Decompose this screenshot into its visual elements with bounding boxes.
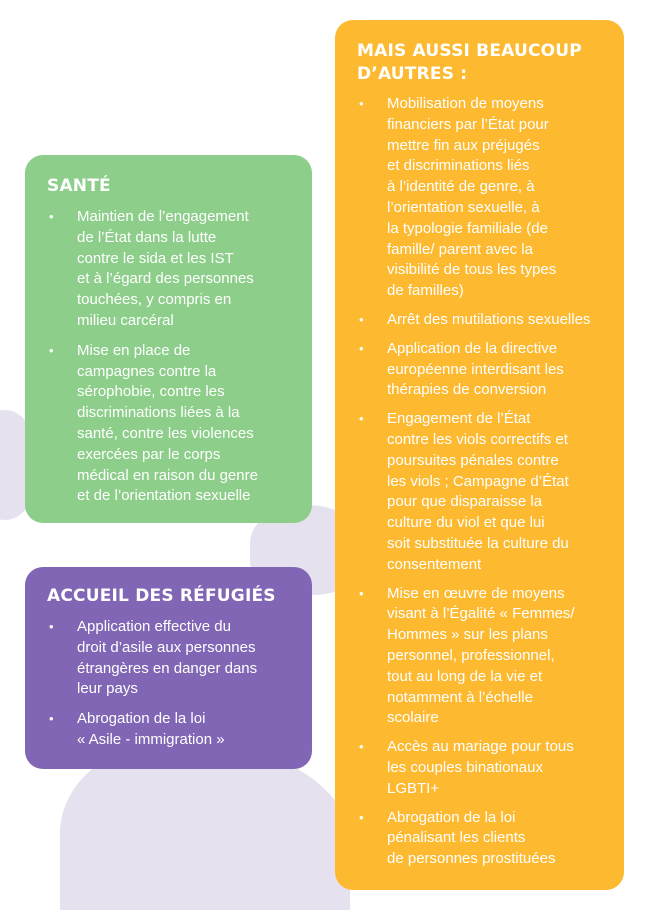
sante-title: SANTÉ bbox=[47, 176, 111, 196]
list-item: • Application de la directive européenne interdisant les thérapies de conversion bbox=[357, 339, 610, 401]
sante-card bbox=[25, 155, 312, 523]
list-item: • Mise en place de campagnes contre la sérophobie, contre les discriminations liées à la santé, contre les violences exercées par le corps médical en raison du genre et de l’orientation sexuelle bbox=[47, 341, 294, 507]
list-item: • Maintien de l’engagement de l’État dans la lutte contre le sida et les IST et à l’égard des personnes touchées, y compris en milieu carcéral bbox=[47, 207, 294, 332]
list-item: • Accès au mariage pour tous les couples binationaux LGBTI+ bbox=[357, 737, 610, 799]
list-item: • Abrogation de la loi pénalisant les clients de personnes prostituées bbox=[357, 808, 610, 870]
accueil-refugies-card bbox=[25, 567, 312, 769]
accueil-list bbox=[47, 617, 294, 751]
list-item: • Arrêt des mutilations sexuelles bbox=[357, 310, 610, 331]
list-item: • Mobilisation de moyens financiers par l’État pour mettre fin aux préjugés et discriminations liés à l’identité de genre, à l’orientation sexuelle, à la typologie familiale (de famille/ parent avec la visibilité de tous les types de familles) bbox=[357, 94, 610, 302]
sante-list bbox=[47, 207, 294, 507]
autres-list bbox=[357, 94, 610, 870]
list-item: • Mise en œuvre de moyens visant à l’Égalité « Femmes/ Hommes » sur les plans personnel, professionnel, tout au long de la vie et notamment à l’échelle scolaire bbox=[357, 584, 610, 730]
autres-title: MAIS AUSSI BEAUCOUP D’AUTRES : bbox=[357, 41, 582, 84]
autres-card bbox=[335, 20, 624, 890]
accueil-title: ACCUEIL DES RÉFUGIÉS bbox=[47, 586, 276, 606]
list-item: • Application effective du droit d’asile aux personnes étrangères en danger dans leur pays bbox=[47, 617, 294, 700]
list-item: • Engagement de l’État contre les viols correctifs et poursuites pénales contre les viols ; Campagne d’État pour que disparaisse la culture du viol et que lui soit substituée la culture du consentement bbox=[357, 409, 610, 575]
list-item: • Abrogation de la loi « Asile - immigration » bbox=[47, 709, 294, 751]
